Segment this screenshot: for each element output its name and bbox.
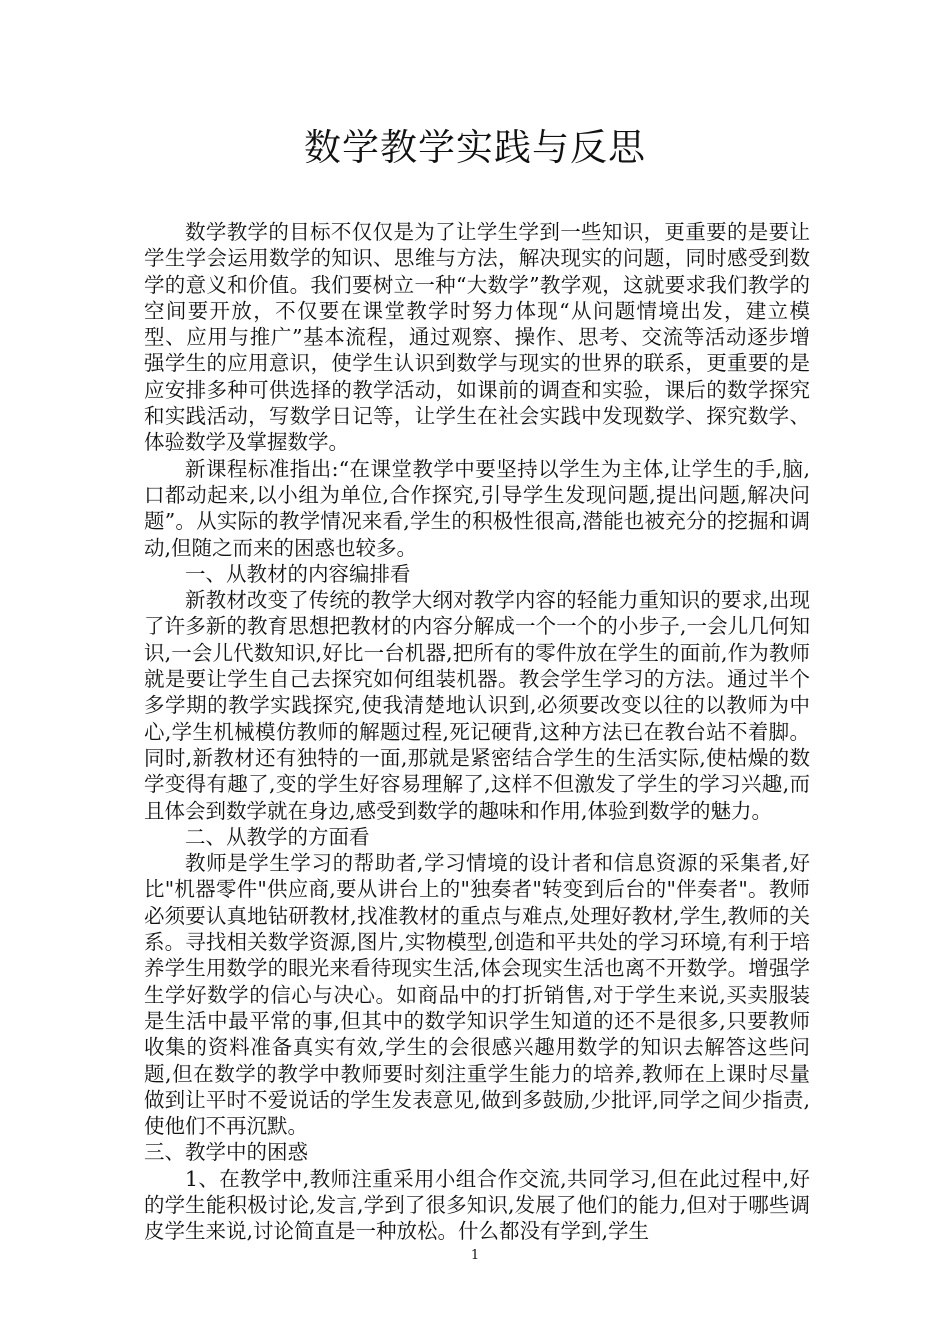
document-body: [144, 219, 810, 1245]
paragraph-confusion-1: 1、在教学中,教师注重采用小组合作交流,共同学习,但在此过程中,好的学生能积极讨论,发言,学到了很多知识,发展了他们的能力,但对于哪些调皮学生来说,讨论简直是一种放松。什么都没有学到,学生: [144, 1166, 810, 1244]
section-heading-teaching: 二、从教学的方面看: [185, 824, 370, 849]
section-heading-confusion: 三、教学中的困惑: [144, 1140, 308, 1165]
paragraph-teaching: 教师是学生学习的帮助者,学习情境的设计者和信息资源的采集者,好比"机器零件"供应商,要从讲台上的"独奏者"转变到后台的"伴奏者"。教师必须要认真地钻研教材,找准教材的重点与难点,处理好教材,学生,教师的关系。寻找相关数学资源,图片,实物模型,创造和平共处的学习环境,有利于培养学生用数学的眼光来看待现实生活,体会现实生活也离不开数学。增强学生学好数学的信心与决心。如商品中的打折销售,对于学生来说,买卖服装是生活中最平常的事,但其中的数学知识学生知道的还不是很多,只要教师收集的资料准备真实有效,学生的会很感兴趣用数学的知识去解答这些问题,但在数学的教学中教师要时刻注重学生能力的培养,教师在上课时尽量做到让平时不爱说话的学生发表意见,做到多鼓励,少批评,同学之间少指责,使他们不再沉默。: [144, 851, 810, 1139]
paragraph-textbook: 新教材改变了传统的教学大纲对教学内容的轻能力重知识的要求,出现了许多新的教育思想把教材的内容分解成一个一个的小步子,一会儿几何知识,一会儿代数知识,好比一台机器,把所有的零件放在学生的面前,作为教师就是要让学生自己去探究如何组装机器。教会学生学习的方法。通过半个多学期的教学实践探究,使我清楚地认识到,必须要改变以往的以教师为中心,学生机械模仿教师的解题过程,死记硬背,这种方法已在教台站不着脚。同时,新教材还有独特的一面,那就是紧密结合学生的生活实际,使枯燥的数学变得有趣了,变的学生好容易理解了,这样不但激发了学生的学习兴趣,而且体会到数学就在身边,感受到数学的趣味和作用,体验到数学的魅力。: [144, 588, 810, 823]
paragraph-curriculum-standard: 新课程标准指出:“在课堂教学中要坚持以学生为主体,让学生的手,脑,口都动起来,以小组为单位,合作探究,引导学生发现问题,提出问题,解决问题”。从实际的教学情况来看,学生的积极性很高,潜能也被充分的挖掘和调动,但随之而来的困惑也较多。: [144, 456, 810, 560]
page-number: 1: [470, 1248, 480, 1263]
document-title: 数学教学实践与反思: [304, 126, 646, 169]
section-heading-textbook: 一、从教材的内容编排看: [185, 561, 411, 586]
paragraph-intro: 数学教学的目标不仅仅是为了让学生学到一些知识，更重要的是要让学生学会运用数学的知识、思维与方法，解决现实的问题，同时感受到数学的意义和价值。我们要树立一种“大数学”教学观，这就要求我们教学的空间要开放，不仅要在课堂教学时努力体现“从问题情境出发，建立模型、应用与推广”基本流程，通过观察、操作、思考、交流等活动逐步增强学生的应用意识，使学生认识到数学与现实的世界的联系，更重要的是应安排多种可供选择的教学活动，如课前的调查和实验，课后的数学探究和实践活动，写数学日记等，让学生在社会实践中发现数学、探究数学、体验数学及掌握数学。: [144, 220, 810, 455]
